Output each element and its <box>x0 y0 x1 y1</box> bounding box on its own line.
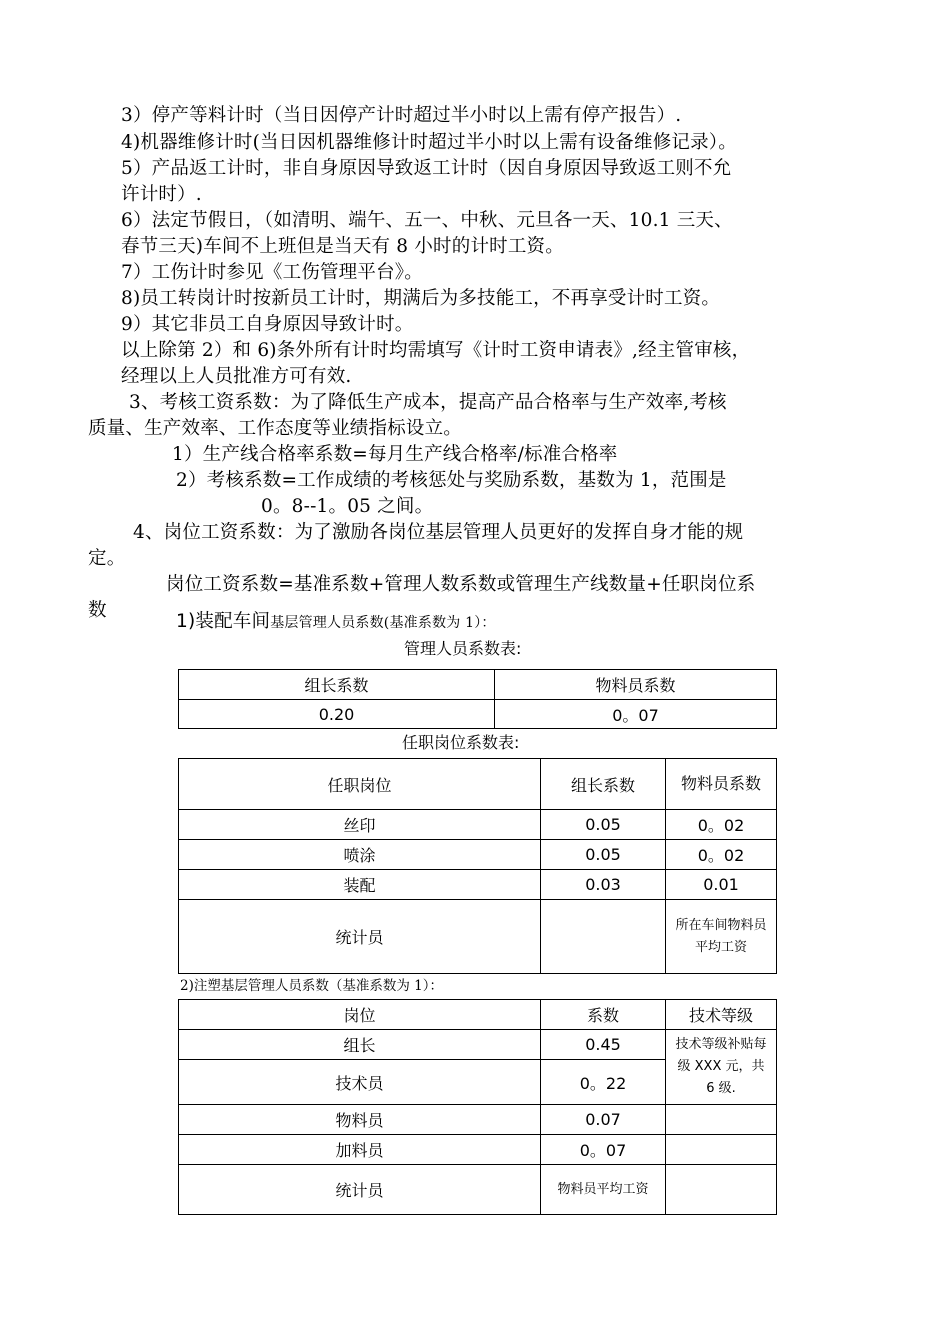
para-line-2: 4)机器维修计时(当日因机器维修计时超过半小时以上需有设备维修记录）。 <box>121 132 737 153</box>
para-line-19: 岗位工资系数=基准系数+管理人数系数或管理生产线数量+任职岗位系 <box>166 574 756 595</box>
para-line-4: 许计时）. <box>121 184 202 205</box>
table2-cell: 0.05 <box>541 810 666 840</box>
para-line-6: 春节三天)车间不上班但是当天有 8 小时的计时工资。 <box>121 236 564 257</box>
para-line-11: 经理以上人员批准方可有效. <box>121 366 352 387</box>
table3-cell: 0。22 <box>541 1060 666 1105</box>
table-row <box>179 840 777 870</box>
table2-cell: 0。02 <box>666 840 777 870</box>
para-line-14: 1）生产线合格率系数=每月生产线合格率/标准合格率 <box>172 444 618 465</box>
table3-cell: 组长 <box>179 1030 541 1060</box>
table-row <box>179 1165 777 1215</box>
management-coefficient-table <box>178 669 777 729</box>
para-line-15: 2）考核系数=工作成绩的考核惩处与奖励系数，基数为 1，范围是 <box>176 470 727 491</box>
table3-empty-cell <box>666 1105 777 1135</box>
table3-header-coefficient: 系数 <box>541 1000 666 1030</box>
table3-cell: 0。07 <box>541 1135 666 1165</box>
para-line-20: 数 <box>88 600 107 621</box>
para-line-18: 定。 <box>88 548 126 569</box>
table2-cell: 所在车间物料员平均工资 <box>666 900 777 974</box>
table-row <box>179 1105 777 1135</box>
table2-caption: 任职岗位系数表: <box>402 733 520 752</box>
table2-header-position: 任职岗位 <box>179 759 541 810</box>
para-line-10: 以上除第 2）和 6)条外所有计时均需填写《计时工资申请表》,经主管审核， <box>121 340 751 361</box>
assembly-heading-rest: 基层管理人员系数(基准系数为 1）： <box>270 615 496 631</box>
para-line-8: 8)员工转岗计时按新员工计时，期满后为多技能工，不再享受计时工资。 <box>121 288 721 309</box>
injection-coefficient-table <box>178 999 777 1215</box>
table2-cell: 丝印 <box>179 810 541 840</box>
table2-cell: 0.01 <box>666 870 777 900</box>
table3-cell: 0.07 <box>541 1105 666 1135</box>
table-row <box>179 1135 777 1165</box>
para-line-1: 3）停产等料计时（当日因停产计时超过半小时以上需有停产报告）. <box>121 105 682 126</box>
para-line-12: 3、考核工资系数：为了降低生产成本，提高产品合格率与生产效率,考核 <box>129 392 727 413</box>
para-line-17: 4、岗位工资系数：为了激励各岗位基层管理人员更好的发挥自身才能的规 <box>133 522 744 543</box>
table2-header-leader: 组长系数 <box>541 759 666 810</box>
table1-header-leader: 组长系数 <box>179 670 495 700</box>
para-line-3: 5）产品返工计时，非自身原因导致返工计时（因自身原因导致返工则不允 <box>121 158 732 179</box>
table1-value-material: 0。07 <box>495 700 777 729</box>
position-coefficient-table <box>178 758 777 974</box>
table2-cell: 喷涂 <box>179 840 541 870</box>
table3-cell: 0.45 <box>541 1030 666 1060</box>
table3-cell: 物料员平均工资 <box>541 1165 666 1215</box>
table2-cell: 装配 <box>179 870 541 900</box>
assembly-heading <box>176 610 496 635</box>
table1-caption: 管理人员系数表: <box>404 639 522 658</box>
table3-cell: 物料员 <box>179 1105 541 1135</box>
table3-tech-note: 技术等级补贴每级 XXX 元，共 6 级. <box>666 1030 777 1105</box>
table2-cell: 0.05 <box>541 840 666 870</box>
table2-cell <box>541 900 666 974</box>
table2-cell: 0.03 <box>541 870 666 900</box>
table2-header-material: 物料员系数 <box>666 759 777 810</box>
table1-value-leader: 0.20 <box>179 700 495 729</box>
table2-cell: 0。02 <box>666 810 777 840</box>
table2-cell: 统计员 <box>179 900 541 974</box>
table-row <box>179 1030 777 1060</box>
table-row <box>179 810 777 840</box>
table3-empty-cell <box>666 1165 777 1215</box>
table3-header-tech: 技术等级 <box>666 1000 777 1030</box>
table3-empty-cell <box>666 1135 777 1165</box>
para-line-5: 6）法定节假日，（如清明、端午、五一、中秋、元旦各一天、10.1 三天、 <box>121 210 733 231</box>
assembly-heading-main: 1)装配车间 <box>176 611 271 632</box>
table3-caption: 2)注塑基层管理人员系数（基准系数为 1）： <box>180 978 443 994</box>
para-line-16: 0。8--1。05 之间。 <box>261 496 434 517</box>
table3-cell: 统计员 <box>179 1165 541 1215</box>
table3-cell: 技术员 <box>179 1060 541 1105</box>
table3-cell: 加料员 <box>179 1135 541 1165</box>
table3-header-position: 岗位 <box>179 1000 541 1030</box>
para-line-9: 9）其它非员工自身原因导致计时。 <box>121 314 414 335</box>
table-row <box>179 900 777 974</box>
table1-header-material: 物料员系数 <box>495 670 777 700</box>
para-line-13: 质量、生产效率、工作态度等业绩指标设立。 <box>88 418 463 439</box>
table-row <box>179 870 777 900</box>
para-line-7: 7）工伤计时参见《工伤管理平台》。 <box>121 262 423 283</box>
